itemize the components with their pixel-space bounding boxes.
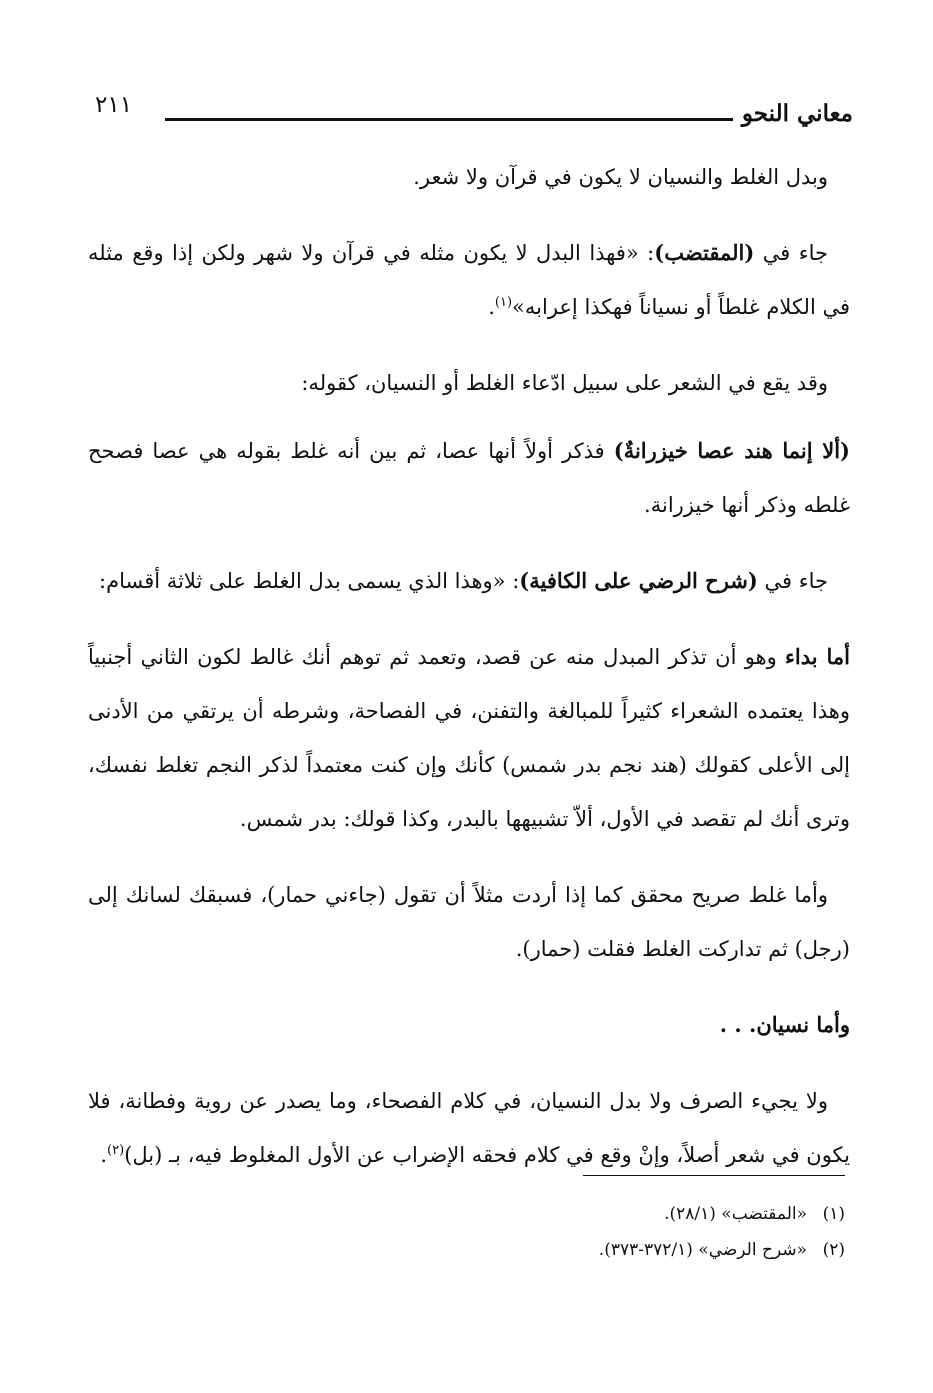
footnote-text: «شرح الرضي» (٣٧٢/١-٣٧٣). xyxy=(598,1240,807,1260)
paragraph-5 xyxy=(88,554,850,608)
p4-rest: فذكر أولاً أنها عصا، ثم بين أنه غلط بقوله هي عصا فصحح غلطه وذكر أنها خيزرانة. xyxy=(88,439,850,517)
footnote-text: «المقتضب» (٢٨/١). xyxy=(664,1204,807,1224)
p2-end: . xyxy=(488,295,495,319)
paragraph-9 xyxy=(88,1074,850,1182)
p5-source-title: (شرح الرضي على الكافية) xyxy=(519,568,758,593)
p5-intro: جاء في xyxy=(757,569,828,593)
running-title: معاني النحو xyxy=(741,100,853,127)
verse-quote: (ألا إنما هند عصا خيزرانةٌ) xyxy=(613,438,850,463)
p2-intro: جاء في xyxy=(754,241,828,265)
footnote-1 xyxy=(345,1196,845,1232)
paragraph-2 xyxy=(88,226,850,334)
p6-rest: وهو أن تذكر المبدل منه عن قصد، وتعمد ثم توهم أنك غالط لكون الثاني أجنبياً وهذا يعتمده الشعراء كثيراً للمبالغة والتفنن، في الفصاحة، وشرطه أن يرتقي من الأدنى إلى الأعلى كقولك (هند نجم بدر شمس) كأنك وإن كنت معتمداً لذكر النجم تغلط نفسك، وترى أنك لم تقصد في الأول، ألاّ تشبيهها بالبدر، وكذا قولك: بدر شمس. xyxy=(88,645,850,831)
p2-source-title: (المقتضب) xyxy=(654,240,755,265)
p8-heading: وأما نسيان. . . xyxy=(719,1012,850,1037)
page-number: ٢١١ xyxy=(95,92,133,118)
footnote-ref-2: (٢) xyxy=(107,1143,125,1158)
header-rule xyxy=(165,118,733,121)
paragraph-3: وقد يقع في الشعر على سبيل ادّعاء الغلط أو النسيان، كقوله: xyxy=(301,371,828,395)
p2-quote: : «فهذا البدل لا يكون مثله في قرآن ولا شهر ولكن إذا وقع مثله في الكلام غلطاً أو نسياناً فهكذا إعرابه» xyxy=(88,241,850,319)
paragraph-8 xyxy=(88,998,850,1052)
p6-lead: أما بداء xyxy=(785,644,850,669)
footnote-ref-1: (١) xyxy=(494,295,513,310)
footnote-number: (١) xyxy=(822,1204,845,1224)
footnote-number: (٢) xyxy=(822,1240,845,1260)
p5-quote: : «وهذا الذي يسمى بدل الغلط على ثلاثة أقسام: xyxy=(99,569,520,593)
paragraph-7: وأما غلط صريح محقق كما إذا أردت مثلاً أن تقول (جاءني حمار)، فسبقك لسانك إلى (رجل) ثم تداركت الغلط فقلت (حمار). xyxy=(88,883,850,961)
footnote-separator xyxy=(583,1175,845,1176)
p9-text: ولا يجيء الصرف ولا بدل النسيان، في كلام الفصحاء، وما يصدر عن روية وفطانة، فلا يكون في شعر أصلاً، وإنْ وقع في كلام فحقه الإضراب عن الأول المغلوط فيه، بـ (بل) xyxy=(88,1089,850,1167)
p9-end: . xyxy=(100,1143,108,1167)
paragraph-4 xyxy=(88,424,850,532)
page-header xyxy=(95,92,853,132)
paragraph-1: وبدل الغلط والنسيان لا يكون في قرآن ولا شعر. xyxy=(413,165,828,189)
footnote-2 xyxy=(345,1232,845,1268)
footnotes xyxy=(345,1196,845,1268)
paragraph-6 xyxy=(88,630,850,846)
body-text xyxy=(88,150,850,1182)
